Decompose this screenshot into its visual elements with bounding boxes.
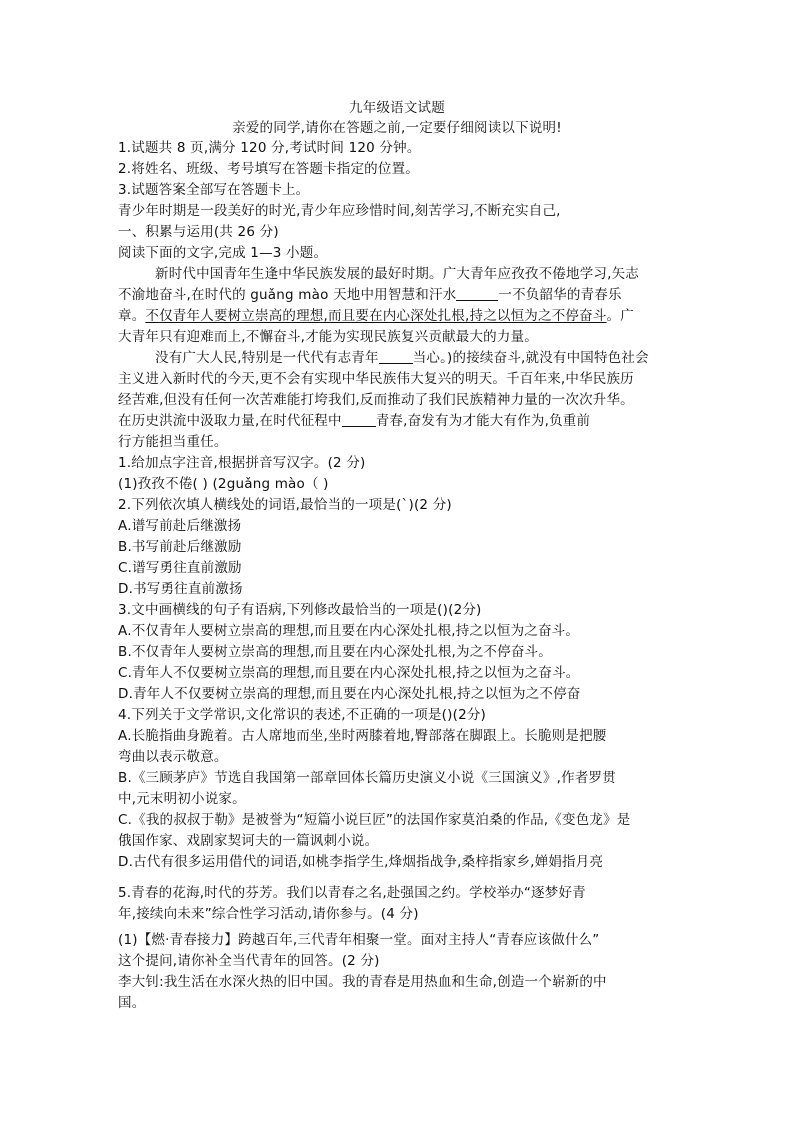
passage1-line4: 大青年只有迎难而上,不懈奋斗,才能为实现民族复兴贡献最大的力量。 [118, 329, 538, 345]
q4-option-a-line1: A.长脆指曲身跪着。古人席地而坐,坐时两膝着地,臀部落在脚跟上。长脆则是把腰 [118, 728, 607, 744]
q5-sub1-line1: (1)【燃·青春接力】跨越百年,三代青年相聚一堂。面对主持人“青春应该做什么” [118, 932, 600, 948]
q4-option-c-line1: C.《我的叔叔于勒》是被誉为“短篇小说巨匠”的法国作家莫泊桑的作品,《变色龙》是 [118, 812, 631, 828]
question-5-line2: 年,接续向未来”综合性学习活动,请你参与。(4 分) [118, 906, 419, 922]
passage1-line2-tail: 一不负韶华的青春乐 [498, 287, 622, 303]
passage2-line1 [155, 348, 649, 368]
question-1: 1.给加点字注音,根据拼音写汉字。(2 分) [118, 455, 366, 471]
q2-option-d: D.书写勇往直前激扬 [118, 581, 243, 597]
passage2-line1-text: 没有广大人民,特别是一代代有志青年 [155, 350, 379, 366]
q3-option-d: D.青年人不仅要树立崇高的理想,而且要在内心深处扎根,持之以恒为之不停奋 [118, 686, 581, 702]
reading-prompt: 阅读下面的文字,完成 1—3 小题。 [118, 245, 328, 261]
fill-blank-1 [456, 286, 498, 301]
section-title: 一、积累与运用(共 26 分) [118, 224, 279, 240]
q2-option-b: B.书写前赴后继激励 [118, 539, 242, 555]
question-2: 2.下列依次填人横线处的词语,最恰当的一项是(`)(2 分) [118, 497, 452, 513]
q5-answer-line2: 国。 [118, 995, 146, 1011]
q5-sub1-line2: 这个提问,请你补全当代青年的回答。(2 分) [118, 953, 380, 969]
q4-option-d-line1: D.古代有很多运用借代的词语,如桃李指学生,烽烟指战争,桑梓指家乡,婵娟指月亮 [118, 854, 604, 870]
passage2-line1-tail: 当心。)的接续奋斗,就没有中国特色社会 [412, 350, 649, 366]
motto: 青少年时期是一段美好的时光,青少年应珍惜时间,刻苦学习,不断充实自己, [118, 203, 561, 219]
question-1-sub: (1)孜孜不倦( ) (2guǎng mào（ ) [118, 476, 329, 492]
passage1-line3-head: 章。 [118, 308, 146, 324]
q4-option-b-line2: 中,元末明初小说家。 [118, 791, 246, 807]
question-4: 4.下列关于文学常识,文化常识的表述,不正确的一项是()(2分) [118, 707, 487, 723]
q2-option-a: A.谱写前赴后继激扬 [118, 518, 242, 534]
q3-option-b: B.不仅青年人要树立崇高的理想,而且要在内心深处扎根,为之不停奋斗。 [118, 644, 552, 660]
instruction-2: 2.将姓名、班级、考号填写在答题卡指定的位置。 [118, 161, 419, 177]
passage1-line2-text: 不渝地奋斗,在时代的 guǎng mào 天地中用智慧和汗水 [118, 287, 457, 303]
q3-option-c: C.青年人不仅要树立崇高的理想,而且要在内心深处扎根,持之以恒为之奋斗。 [118, 665, 580, 681]
q4-option-b-line1: B.《三顾茅庐》节选自我国第一部章回体长篇历史演义小说《三国演义》,作者罗贯 [118, 770, 616, 786]
q4-option-c-line2: 俄国作家、戏剧家契诃夫的一篇讽刺小说。 [118, 833, 379, 849]
passage2-line3: 经苦难,但没有任何一次苦难能打垮我们,反而推动了我们民族精神力量的一次次升华。 [118, 392, 634, 408]
passage2-line5: 行方能担当重任。 [118, 434, 228, 450]
greeting: 亲爱的同学,请你在答题之前,一定要仔细阅读以下说明! [232, 120, 562, 136]
fill-blank-3 [342, 412, 376, 427]
fill-blank-2 [379, 349, 413, 364]
passage1-line1: 新时代中国青年生逢中华民族发展的最好时期。广大青年应孜孜不倦地学习,矢志 [155, 266, 639, 282]
q5-answer-line1: 李大钊:我生活在水深火热的旧中国。我的青春是用热血和生命,创造一个崭新的中 [118, 974, 607, 990]
question-5-line1: 5.青春的花海,时代的芬芳。我们以青春之名,赴强国之约。学校举办“逐梦好青 [118, 885, 586, 901]
passage2-line2: 主义进入新时代的今天,更不会有实现中华民族伟大复兴的明天。千百年来,中华民族历 [118, 371, 634, 387]
passage2-line4 [118, 411, 590, 431]
exam-title: 九年级语文试题 [349, 100, 445, 116]
underlined-sentence: 不仅青年人要树立崇高的理想,而且要在内心深处扎根,持之以恒为之不停奋斗 [145, 308, 607, 324]
passage2-line4-text: 在历史洪流中汲取力量,在时代征程中 [118, 413, 342, 429]
question-3: 3.文中画横线的句子有语病,下列修改最恰当的一项是()(2分) [118, 602, 482, 618]
passage1-line2 [118, 285, 622, 305]
instruction-1: 1.试题共 8 页,满分 120 分,考试时间 120 分钟。 [118, 140, 421, 156]
passage1-line3-tail: 。广 [606, 308, 634, 324]
q4-option-a-line2: 弯曲以表示敬意。 [118, 749, 228, 765]
passage1-line3 [118, 306, 634, 326]
instruction-3: 3.试题答案全部写在答题卡上。 [118, 182, 310, 198]
passage2-line4-tail: 青春,奋发有为才能大有作为,负重前 [375, 413, 591, 429]
q2-option-c: C.谱写勇往直前激励 [118, 560, 242, 576]
q3-option-a: A.不仅青年人要树立崇高的理想,而且要在内心深处扎根,持之以恒为之奋斗。 [118, 623, 580, 639]
